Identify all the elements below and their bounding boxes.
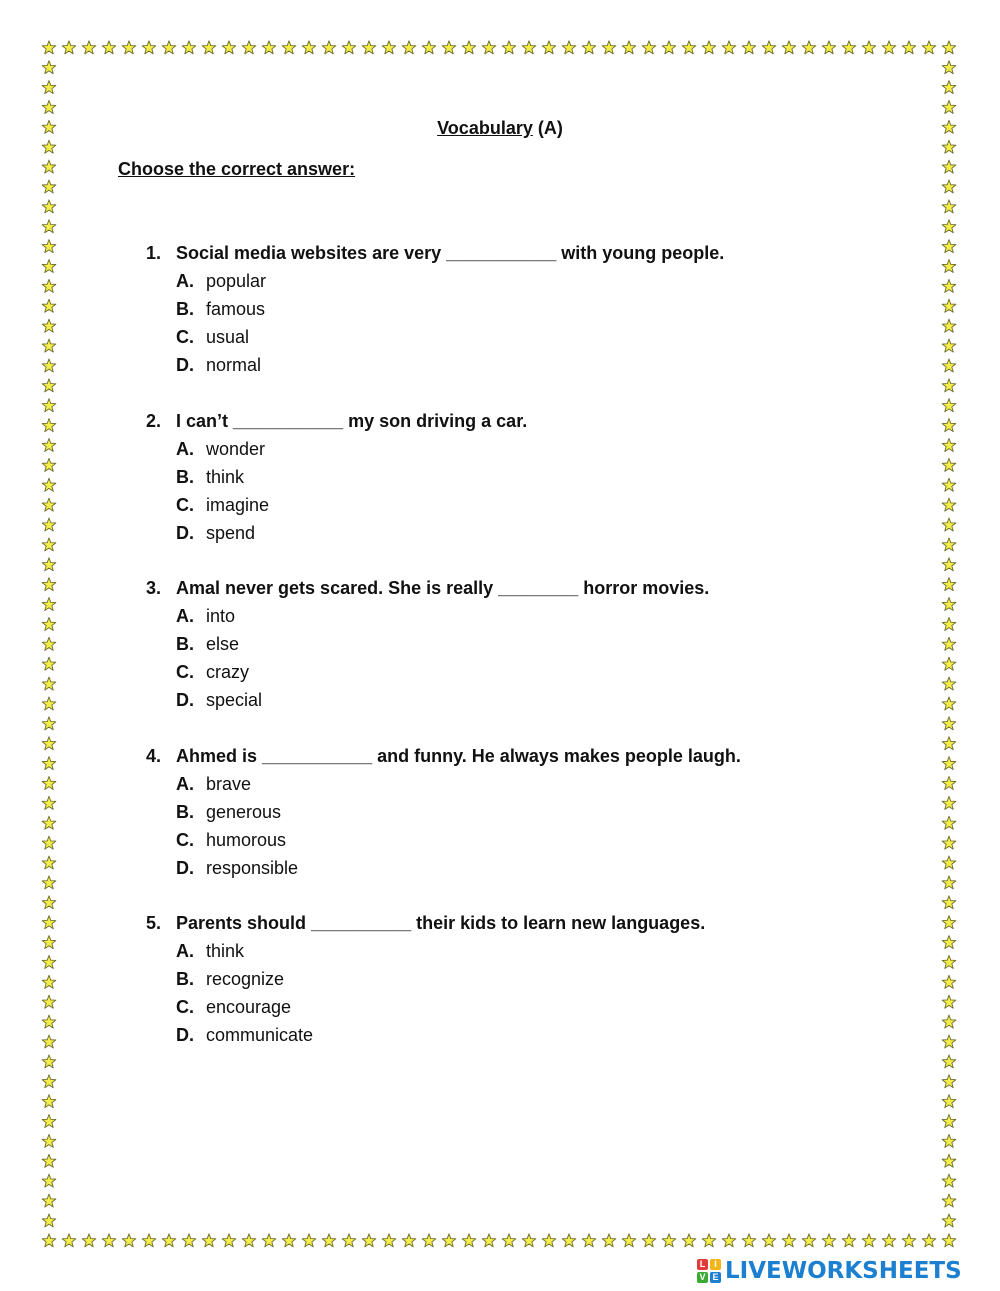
star-icon xyxy=(42,100,56,113)
star-icon xyxy=(42,1134,56,1147)
star-icon xyxy=(562,41,576,54)
star-icon xyxy=(42,458,56,471)
star-icon xyxy=(442,1234,456,1247)
logo-block: V xyxy=(697,1272,708,1283)
question-number: 5. xyxy=(146,913,162,933)
star-icon xyxy=(822,41,836,54)
star-icon xyxy=(702,1234,716,1247)
option-letter: D. xyxy=(176,858,194,878)
star-icon xyxy=(182,1234,196,1247)
option-a[interactable] xyxy=(146,267,906,295)
star-icon xyxy=(942,458,956,471)
question-stem: Parents should __________ their kids to learn new languages. xyxy=(176,913,706,933)
page-title xyxy=(0,118,1000,139)
star-icon xyxy=(42,598,56,611)
title-main: Vocabulary xyxy=(437,118,533,138)
option-text: crazy xyxy=(206,662,250,682)
option-text: brave xyxy=(206,774,252,794)
logo-block: L xyxy=(697,1259,708,1270)
star-icon xyxy=(942,399,956,412)
star-icon xyxy=(942,1194,956,1207)
star-icon xyxy=(862,41,876,54)
star-icon xyxy=(742,1234,756,1247)
question-stem: Ahmed is ___________ and funny. He always makes people laugh. xyxy=(176,746,741,766)
star-icon xyxy=(482,41,496,54)
star-icon xyxy=(742,41,756,54)
star-icon xyxy=(942,856,956,869)
question-3 xyxy=(146,574,906,714)
star-icon xyxy=(942,578,956,591)
option-text: recognize xyxy=(206,969,285,989)
star-icon xyxy=(942,180,956,193)
star-icon xyxy=(302,41,316,54)
star-icon xyxy=(942,836,956,849)
star-icon xyxy=(942,896,956,909)
option-d[interactable] xyxy=(146,854,906,882)
star-icon xyxy=(462,1234,476,1247)
star-icon xyxy=(402,1234,416,1247)
star-icon xyxy=(922,1234,936,1247)
logo-block: E xyxy=(710,1272,721,1283)
star-icon xyxy=(942,1214,956,1227)
option-letter: A. xyxy=(176,941,194,961)
star-icon xyxy=(42,41,56,54)
liveworksheets-logo xyxy=(697,1257,962,1285)
star-icon xyxy=(162,1234,176,1247)
star-icon xyxy=(42,319,56,332)
question-text xyxy=(146,909,906,937)
star-icon xyxy=(42,399,56,412)
star-icon xyxy=(42,876,56,889)
star-icon xyxy=(42,538,56,551)
star-icon xyxy=(42,279,56,292)
option-letter: D. xyxy=(176,523,194,543)
star-icon xyxy=(42,180,56,193)
star-icon xyxy=(942,200,956,213)
star-icon xyxy=(42,816,56,829)
option-b[interactable] xyxy=(146,630,906,658)
option-text: normal xyxy=(206,355,262,375)
question-text xyxy=(146,742,906,770)
star-icon xyxy=(942,100,956,113)
option-text: spend xyxy=(206,523,256,543)
star-icon xyxy=(942,140,956,153)
star-icon xyxy=(942,697,956,710)
star-icon xyxy=(902,41,916,54)
option-text: think xyxy=(206,941,245,961)
star-icon xyxy=(842,41,856,54)
option-text: popular xyxy=(206,271,267,291)
option-c[interactable] xyxy=(146,826,906,854)
option-letter: D. xyxy=(176,690,194,710)
star-icon xyxy=(122,1234,136,1247)
star-icon xyxy=(662,1234,676,1247)
star-icon xyxy=(582,1234,596,1247)
star-icon xyxy=(222,41,236,54)
star-icon xyxy=(862,1234,876,1247)
option-letter: B. xyxy=(176,634,194,654)
star-icon xyxy=(42,379,56,392)
star-icon xyxy=(942,936,956,949)
option-d[interactable] xyxy=(146,519,906,547)
star-icon xyxy=(942,220,956,233)
question-5 xyxy=(146,909,906,1049)
star-icon xyxy=(642,41,656,54)
star-icon xyxy=(942,419,956,432)
star-icon xyxy=(602,41,616,54)
option-a[interactable] xyxy=(146,937,906,965)
star-icon xyxy=(342,1234,356,1247)
star-icon xyxy=(942,240,956,253)
star-icon xyxy=(942,538,956,551)
star-icon xyxy=(62,1234,76,1247)
star-icon xyxy=(42,498,56,511)
star-icon xyxy=(262,41,276,54)
question-text xyxy=(146,574,906,602)
star-icon xyxy=(162,41,176,54)
star-icon xyxy=(722,41,736,54)
star-icon xyxy=(942,438,956,451)
star-icon xyxy=(302,1234,316,1247)
star-icon xyxy=(42,81,56,94)
option-c[interactable] xyxy=(146,658,906,686)
star-icon xyxy=(282,41,296,54)
star-icon xyxy=(362,41,376,54)
instruction-heading: Choose the correct answer: xyxy=(118,159,356,179)
question-text xyxy=(146,407,906,435)
star-icon xyxy=(942,657,956,670)
star-icon xyxy=(502,1234,516,1247)
star-icon xyxy=(942,677,956,690)
star-icon xyxy=(102,41,116,54)
star-icon xyxy=(942,995,956,1008)
star-icon xyxy=(42,836,56,849)
option-letter: A. xyxy=(176,774,194,794)
star-icon xyxy=(322,1234,336,1247)
option-letter: A. xyxy=(176,606,194,626)
star-icon xyxy=(942,160,956,173)
star-icon xyxy=(42,1015,56,1028)
option-letter: C. xyxy=(176,327,194,347)
star-icon xyxy=(942,1035,956,1048)
star-icon xyxy=(762,1234,776,1247)
question-number: 2. xyxy=(146,411,162,431)
star-icon xyxy=(382,1234,396,1247)
star-icon xyxy=(42,1234,56,1247)
star-icon xyxy=(42,1214,56,1227)
star-icon xyxy=(42,757,56,770)
star-icon xyxy=(942,816,956,829)
option-letter: C. xyxy=(176,495,194,515)
star-icon xyxy=(42,896,56,909)
star-icon xyxy=(622,41,636,54)
star-icon xyxy=(942,279,956,292)
star-icon xyxy=(262,1234,276,1247)
star-icon xyxy=(782,1234,796,1247)
question-stem: I can’t ___________ my son driving a car. xyxy=(176,411,528,431)
star-icon xyxy=(762,41,776,54)
star-icon xyxy=(42,419,56,432)
star-icon xyxy=(662,41,676,54)
star-icon xyxy=(942,61,956,74)
star-icon xyxy=(942,598,956,611)
star-icon xyxy=(362,1234,376,1247)
star-icon xyxy=(422,41,436,54)
star-icon xyxy=(142,41,156,54)
option-a[interactable] xyxy=(146,435,906,463)
star-icon xyxy=(122,41,136,54)
star-icon xyxy=(942,478,956,491)
star-icon xyxy=(942,916,956,929)
star-icon xyxy=(542,41,556,54)
star-icon xyxy=(222,1234,236,1247)
star-icon xyxy=(42,160,56,173)
star-icon xyxy=(42,1035,56,1048)
option-letter: A. xyxy=(176,271,194,291)
option-a[interactable] xyxy=(146,770,906,798)
star-icon xyxy=(42,936,56,949)
star-icon xyxy=(942,41,956,54)
star-icon xyxy=(942,1134,956,1147)
option-letter: B. xyxy=(176,969,194,989)
question-number: 1. xyxy=(146,243,162,263)
star-icon xyxy=(42,438,56,451)
star-icon xyxy=(42,1154,56,1167)
option-letter: D. xyxy=(176,1025,194,1045)
star-icon xyxy=(82,1234,96,1247)
option-text: famous xyxy=(206,299,266,319)
star-icon xyxy=(42,140,56,153)
star-icon xyxy=(42,1095,56,1108)
star-icon xyxy=(42,737,56,750)
star-icon xyxy=(142,1234,156,1247)
option-text: encourage xyxy=(206,997,292,1017)
star-icon xyxy=(942,975,956,988)
option-c[interactable] xyxy=(146,491,906,519)
star-icon xyxy=(202,41,216,54)
option-text: into xyxy=(206,606,236,626)
star-icon xyxy=(942,717,956,730)
logo-text: LIVEWORKSHEETS xyxy=(725,1258,962,1284)
star-icon xyxy=(882,41,896,54)
star-icon xyxy=(42,916,56,929)
star-icon xyxy=(42,1174,56,1187)
star-icon xyxy=(42,617,56,630)
star-icon xyxy=(242,41,256,54)
star-icon xyxy=(942,876,956,889)
star-icon xyxy=(942,737,956,750)
star-icon xyxy=(42,1194,56,1207)
star-icon xyxy=(942,1115,956,1128)
star-icon xyxy=(422,1234,436,1247)
star-icon xyxy=(522,41,536,54)
option-b[interactable] xyxy=(146,295,906,323)
option-letter: B. xyxy=(176,802,194,822)
star-icon xyxy=(42,776,56,789)
star-icon xyxy=(42,220,56,233)
star-icon xyxy=(42,260,56,273)
star-icon xyxy=(42,518,56,531)
star-icon xyxy=(42,1115,56,1128)
star-icon xyxy=(682,1234,696,1247)
star-icon xyxy=(42,657,56,670)
star-icon xyxy=(942,1154,956,1167)
star-icon xyxy=(202,1234,216,1247)
star-icon xyxy=(42,637,56,650)
star-icon xyxy=(902,1234,916,1247)
star-icon xyxy=(42,975,56,988)
option-text: imagine xyxy=(206,495,270,515)
option-text: usual xyxy=(206,327,250,347)
star-icon xyxy=(802,41,816,54)
star-icon xyxy=(842,1234,856,1247)
star-icon xyxy=(42,1055,56,1068)
star-icon xyxy=(42,61,56,74)
star-icon xyxy=(402,41,416,54)
star-icon xyxy=(42,578,56,591)
star-icon xyxy=(622,1234,636,1247)
star-icon xyxy=(942,1234,956,1247)
star-icon xyxy=(282,1234,296,1247)
star-icon xyxy=(562,1234,576,1247)
logo-blocks-icon xyxy=(697,1259,721,1283)
star-icon xyxy=(42,200,56,213)
star-icon xyxy=(822,1234,836,1247)
star-icon xyxy=(502,41,516,54)
star-icon xyxy=(42,796,56,809)
star-icon xyxy=(42,299,56,312)
star-icon xyxy=(942,617,956,630)
option-text: responsible xyxy=(206,858,299,878)
option-text: wonder xyxy=(206,439,266,459)
star-icon xyxy=(922,41,936,54)
star-icon xyxy=(42,478,56,491)
option-d[interactable] xyxy=(146,686,906,714)
star-icon xyxy=(682,41,696,54)
option-d[interactable] xyxy=(146,351,906,379)
star-icon xyxy=(942,757,956,770)
star-icon xyxy=(102,1234,116,1247)
option-b[interactable] xyxy=(146,965,906,993)
star-icon xyxy=(942,260,956,273)
star-icon xyxy=(942,81,956,94)
star-icon xyxy=(62,41,76,54)
star-icon xyxy=(702,41,716,54)
option-c[interactable] xyxy=(146,993,906,1021)
star-icon xyxy=(942,518,956,531)
option-a[interactable] xyxy=(146,602,906,630)
star-icon xyxy=(942,955,956,968)
star-icon xyxy=(942,1095,956,1108)
star-icon xyxy=(802,1234,816,1247)
star-icon xyxy=(42,339,56,352)
star-icon xyxy=(482,1234,496,1247)
star-icon xyxy=(42,955,56,968)
option-letter: A. xyxy=(176,439,194,459)
title-suffix: (A) xyxy=(532,118,563,138)
option-letter: B. xyxy=(176,467,194,487)
star-icon xyxy=(42,717,56,730)
star-icon xyxy=(942,359,956,372)
star-icon xyxy=(942,319,956,332)
question-text xyxy=(146,239,906,267)
option-c[interactable] xyxy=(146,323,906,351)
option-b[interactable] xyxy=(146,463,906,491)
question-1 xyxy=(146,239,906,379)
star-icon xyxy=(42,995,56,1008)
star-icon xyxy=(942,379,956,392)
star-icon xyxy=(382,41,396,54)
star-icon xyxy=(642,1234,656,1247)
star-icon xyxy=(722,1234,736,1247)
star-icon xyxy=(942,637,956,650)
star-icon xyxy=(442,41,456,54)
option-text: else xyxy=(206,634,240,654)
star-icon xyxy=(542,1234,556,1247)
star-icon xyxy=(82,41,96,54)
star-icon xyxy=(42,1075,56,1088)
option-text: special xyxy=(206,690,263,710)
star-icon xyxy=(942,339,956,352)
star-icon xyxy=(882,1234,896,1247)
question-stem: Amal never gets scared. She is really ________ horror movies. xyxy=(176,578,710,598)
option-text: communicate xyxy=(206,1025,314,1045)
option-letter: C. xyxy=(176,830,194,850)
star-icon xyxy=(942,1015,956,1028)
star-icon xyxy=(42,558,56,571)
star-icon xyxy=(42,240,56,253)
option-letter: C. xyxy=(176,997,194,1017)
star-icon xyxy=(42,359,56,372)
star-icon xyxy=(782,41,796,54)
star-icon xyxy=(342,41,356,54)
star-icon xyxy=(462,41,476,54)
star-icon xyxy=(942,558,956,571)
star-icon xyxy=(42,856,56,869)
star-icon xyxy=(942,1174,956,1187)
question-2 xyxy=(146,407,906,547)
star-icon xyxy=(942,299,956,312)
star-icon xyxy=(942,776,956,789)
star-icon xyxy=(942,1075,956,1088)
question-stem: Social media websites are very ___________ with young people. xyxy=(176,243,725,263)
option-letter: B. xyxy=(176,299,194,319)
star-icon xyxy=(942,1055,956,1068)
star-icon xyxy=(242,1234,256,1247)
star-icon xyxy=(582,41,596,54)
option-b[interactable] xyxy=(146,798,906,826)
star-icon xyxy=(322,41,336,54)
star-icon xyxy=(942,796,956,809)
question-number: 4. xyxy=(146,746,162,766)
option-text: think xyxy=(206,467,245,487)
star-icon xyxy=(522,1234,536,1247)
option-letter: D. xyxy=(176,355,194,375)
option-letter: C. xyxy=(176,662,194,682)
option-d[interactable] xyxy=(146,1021,906,1049)
star-icon xyxy=(942,498,956,511)
option-text: humorous xyxy=(206,830,287,850)
question-4 xyxy=(146,742,906,882)
star-icon xyxy=(182,41,196,54)
logo-block: I xyxy=(710,1259,721,1270)
option-text: generous xyxy=(206,802,282,822)
star-icon xyxy=(602,1234,616,1247)
star-icon xyxy=(42,677,56,690)
question-number: 3. xyxy=(146,578,162,598)
star-icon xyxy=(42,697,56,710)
